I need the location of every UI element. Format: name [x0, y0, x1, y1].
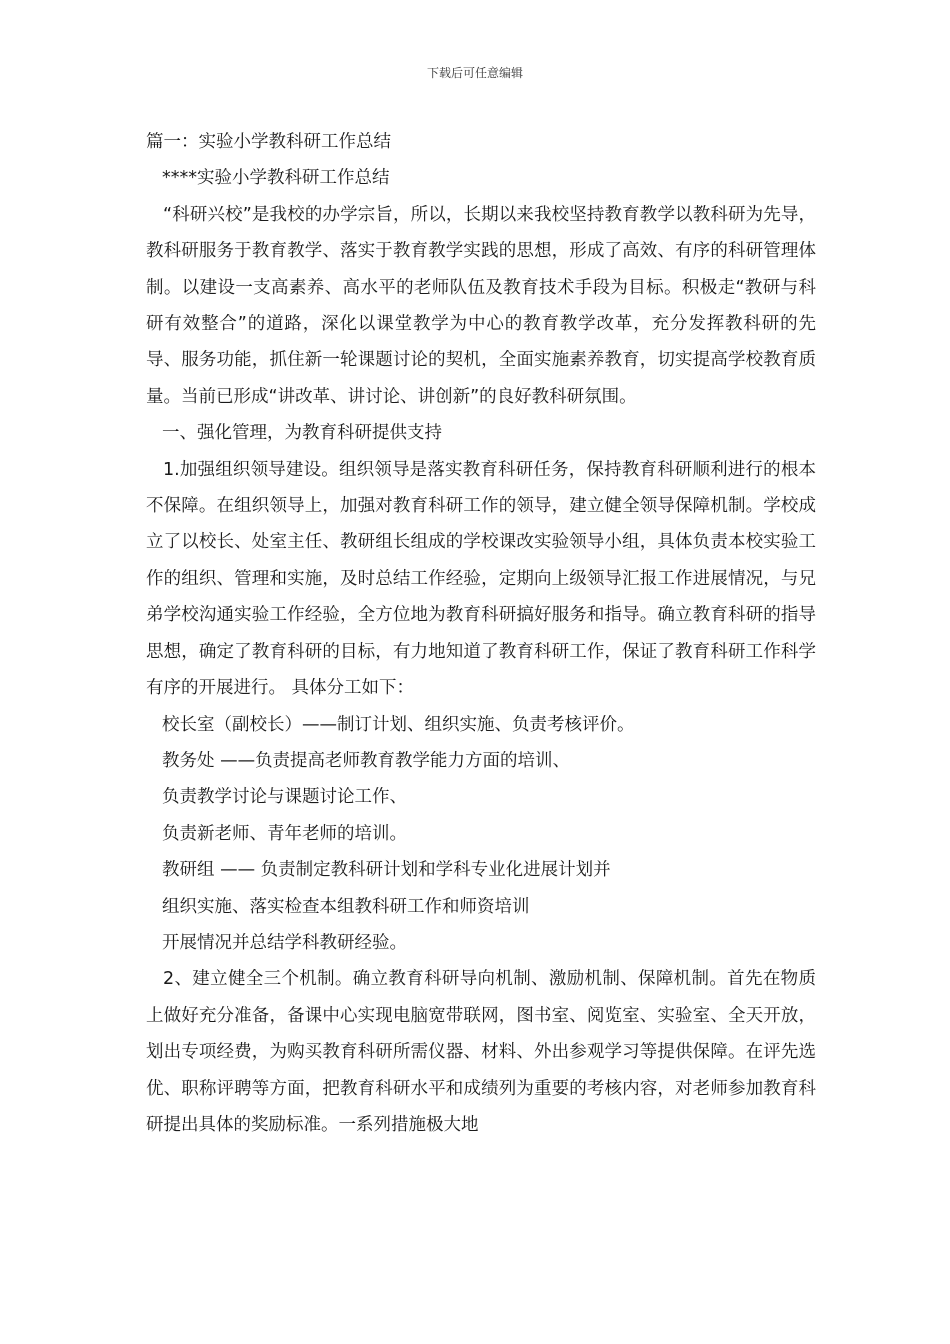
duty-research-group: 教研组 —— 负责制定教科研计划和学科专业化进展计划并 [162, 860, 611, 881]
duty-research-group-2: 组织实施、落实检查本组教科研工作和师资培训 [162, 896, 530, 917]
intro-paragraph: “科研兴校”是我校的办学宗旨，所以，长期以来我校坚持教育教学以教科研为先导，教科研服务于教育教学、落实于教育教学实践的思想，形成了高效、有序的科研管理体制。以建设一支高素养、高水平的老师队伍及教育技术手段为目标。积极走“教研与科研有效整合”的道路，深化以课堂教学为中心的教育教学改革，充分发挥教科研的先导、服务功能，抓住新一轮课题讨论的契机，全面实施素养教育，切实提高学校教育质量。当前已形成“讲改革、讲讨论、讲创新”的良好教科研氛围。 [146, 204, 816, 407]
duty-principal-office: 校长室（副校长）——制订计划、组织实施、负责考核评价。 [162, 714, 635, 735]
document-body [146, 124, 816, 1143]
document-heading: 篇一：实验小学教科研工作总结 [146, 132, 391, 152]
paragraph-organization: 1.加强组织领导建设。组织领导是落实教育科研任务，保持教育科研顺利进行的根本不保障。在组织领导上，加强对教育科研工作的领导，建立健全领导保障机制。学校成立了以校长、处室主任、教研组长组成的学校课改实验领导小组，具体负责本校实验工作的组织、管理和实施，及时总结工作经验，定期向上级领导汇报工作进展情况，与兄弟学校沟通实验工作经验，全方位地为教育科研搞好服务和指导。确立教育科研的指导思想，确定了教育科研的目标，有力地知道了教育科研工作，保证了教育科研工作科学有序的开展进行。 具体分工如下： [146, 459, 816, 699]
duty-academic-affairs: 教务处 ——负责提高老师教育教学能力方面的培训、 [162, 750, 571, 771]
duty-academic-affairs-3: 负责新老师、青年老师的培训。 [162, 823, 407, 844]
duty-research-group-3: 开展情况并总结学科教研经验。 [162, 932, 407, 953]
duty-academic-affairs-2: 负责教学讨论与课题讨论工作、 [162, 787, 407, 808]
paragraph-mechanisms: 2、建立健全三个机制。确立教育科研导向机制、激励机制、保障机制。首先在物质上做好充分准备，备课中心实现电脑宽带联网，图书室、阅览室、实验室、全天开放，划出专项经费，为购买教育科研所需仪器、材料、外出参观学习等提供保障。在评先选优、职称评聘等方面，把教育科研水平和成绩列为重要的考核内容，对老师参加教育科研提出具体的奖励标准。一系列措施极大地 [146, 969, 816, 1135]
section-heading-1: 一、强化管理，为教育科研提供支持 [162, 423, 442, 444]
document-subheading: ****实验小学教科研工作总结 [162, 168, 390, 189]
page-header: 下载后可任意编辑 [426, 66, 523, 80]
